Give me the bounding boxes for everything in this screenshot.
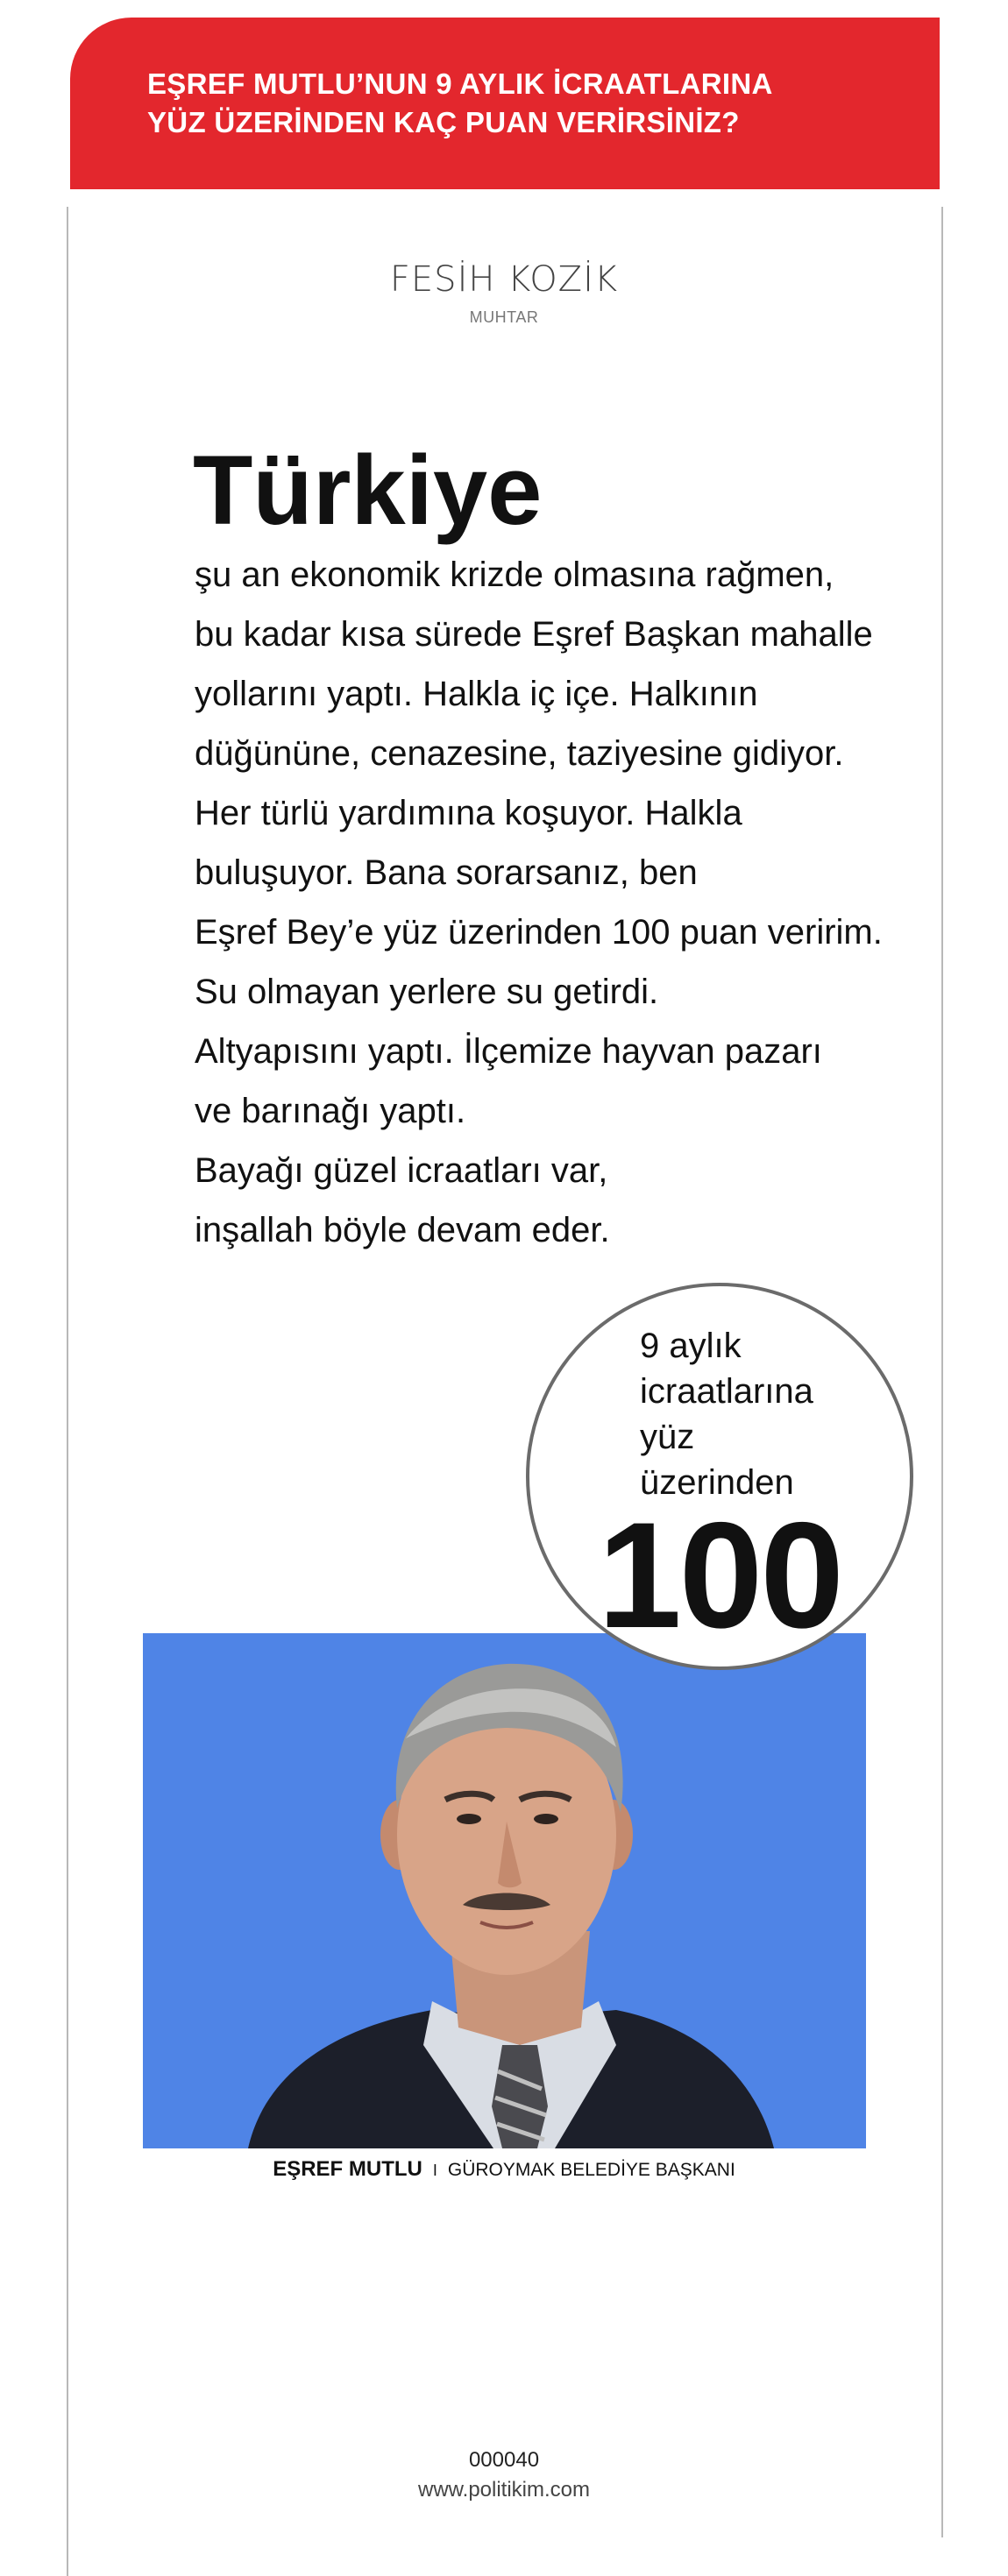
article-line: Su olmayan yerlere su getirdi. bbox=[195, 973, 659, 1011]
article-line: ve barınağı yaptı. bbox=[195, 1092, 466, 1130]
header-line-2: YÜZ ÜZERİNDEN KAÇ PUAN VERİRSİNİZ? bbox=[147, 106, 740, 138]
article-line: yollarını yaptı. Halkla iç içe. Halkının bbox=[195, 675, 758, 713]
website-url: www.politikim.com bbox=[417, 2478, 591, 2502]
header-banner bbox=[70, 18, 940, 189]
score-caption-line: yüz bbox=[640, 1418, 695, 1456]
article-line: Her türlü yardımına koşuyor. Halkla bbox=[195, 794, 742, 832]
article-line: şu an ekonomik krizde olmasına rağmen, bbox=[195, 556, 834, 594]
article-line: Eşref Bey’e yüz üzerinden 100 puan veririm. bbox=[195, 913, 883, 952]
article-line: bu kadar kısa sürede Eşref Başkan mahalle bbox=[195, 615, 873, 654]
article-line: inşallah böyle devam eder. bbox=[195, 1211, 610, 1249]
article-body bbox=[195, 545, 913, 1260]
article-line: Bayağı güzel icraatları var, bbox=[195, 1151, 608, 1190]
caption-separator: I bbox=[432, 2162, 437, 2179]
article-line: Altyapısını yaptı. İlçemize hayvan pazarı bbox=[195, 1032, 822, 1071]
score-value: 100 bbox=[598, 1491, 841, 1660]
author-title: MUHTAR bbox=[469, 308, 539, 326]
score-caption-line: 9 aylık bbox=[640, 1327, 742, 1365]
caption-person-role: GÜROYMAK BELEDİYE BAŞKANI bbox=[447, 2160, 735, 2180]
score-caption-line: üzerinden bbox=[640, 1463, 794, 1502]
caption-person-name: EŞREF MUTLU bbox=[273, 2157, 422, 2181]
author-name: FESİH KOZİK bbox=[389, 259, 619, 300]
portrait-illustration bbox=[143, 1633, 866, 2148]
portrait-photo bbox=[143, 1633, 866, 2148]
left-border-rule bbox=[67, 207, 68, 2576]
score-badge bbox=[526, 1283, 913, 1670]
score-caption-line: icraatlarına bbox=[640, 1372, 813, 1411]
score-caption bbox=[640, 1323, 813, 1505]
page-code: 000040 bbox=[468, 2448, 540, 2472]
right-border-rule bbox=[941, 207, 943, 2537]
photo-caption bbox=[0, 2157, 1008, 2182]
article-headline: Türkiye bbox=[193, 435, 543, 545]
header-line-1: EŞREF MUTLU’NUN 9 AYLIK İCRAATLARINA bbox=[147, 67, 773, 100]
article-line: düğününe, cenazesine, taziyesine gidiyor. bbox=[195, 734, 844, 773]
article-line: buluşuyor. Bana sorarsanız, ben bbox=[195, 853, 698, 892]
